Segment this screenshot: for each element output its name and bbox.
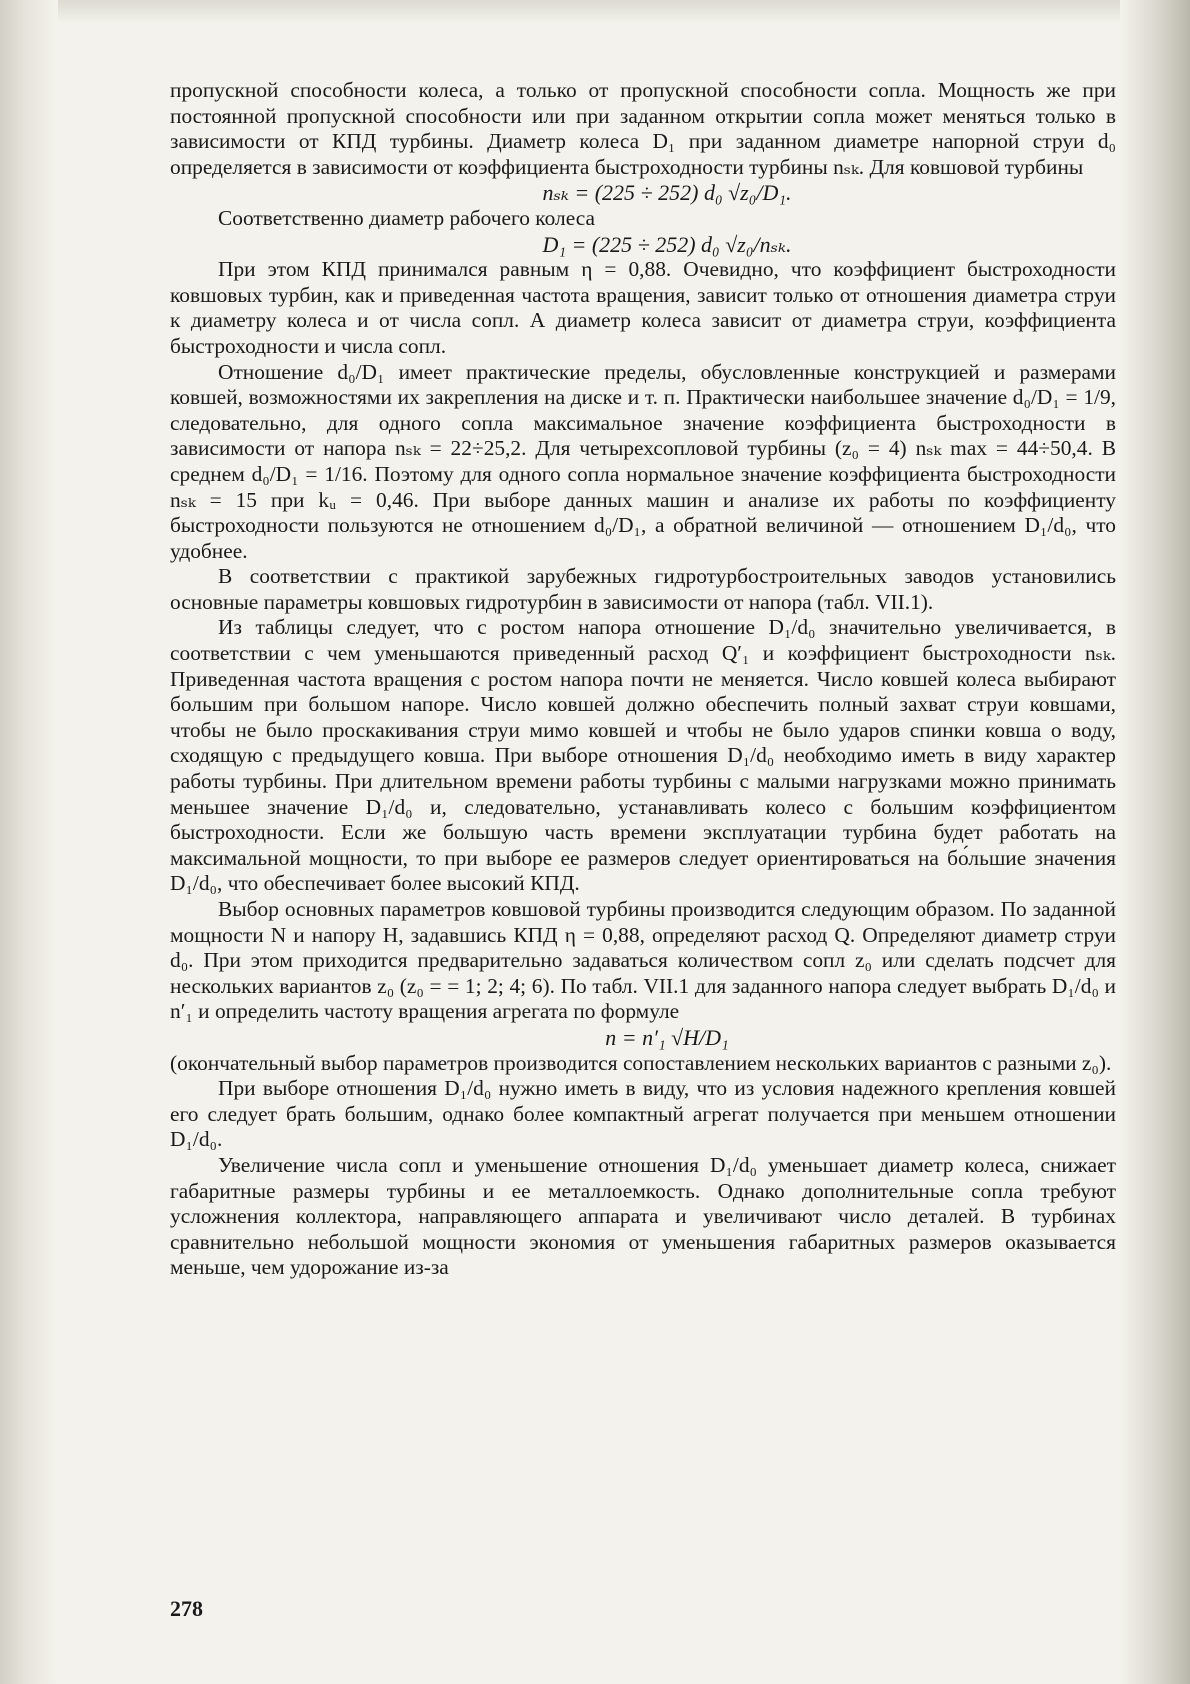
paragraph: Соответственно диаметр рабочего колеса bbox=[218, 205, 595, 230]
formula-nsk: nₛₖ = (225 ÷ 252) d₀ √z₀/D₁. bbox=[542, 180, 792, 206]
paragraph: пропускной способности колеса, а только от пропускной способности сопла. Мощность же при постоянной пропускной способности или при заданном открытии сопла может меняться только в зависимости от КПД турбины. Диаметр колеса D₁ при заданном диаметре напорной струи d₀ определяется в зависимости от коэффициента быстроходности турбины nₛₖ. Для ковшовой турбины bbox=[170, 78, 1116, 179]
scan-top-edge bbox=[0, 0, 1190, 24]
scan-left-edge bbox=[0, 0, 58, 1684]
paragraph: При этом КПД принимался равным η = 0,88. Очевидно, что коэффициент быстроходности ковшовых турбин, как и приведенная частота вращения, зависит только от отношения диаметра струи к диаметру колеса и от числа сопл. А диаметр колеса зависит от диаметра струи, коэффициента быстроходности и числа сопл. bbox=[170, 257, 1116, 358]
paragraph: Выбор основных параметров ковшовой турбины производится следующим образом. По заданной мощности N и напору H, задавшись КПД η = 0,88, определяют расход Q. Определяют диаметр струи d₀. При этом приходится предварительно задаваться количеством сопл z₀ или сделать подсчет для нескольких вариантов z₀ (z₀ = = 1; 2; 4; 6). По табл. VII.1 для заданного напора следует выбрать D₁/d₀ и n′₁ и определить частоту вращения агрегата по формуле bbox=[170, 897, 1116, 1024]
paragraph: Отношение d₀/D₁ имеет практические пределы, обусловленные конструкцией и размерами ковшей, возможностями их закрепления на диске и т. п. Практически наибольшее значение d₀/D₁ = 1/9, следовательно, для одного сопла максимальное значение коэффициента быстроходности в зависимости от напора nₛₖ = 22÷25,2. Для четырехсопловой турбины (z₀ = 4) nₛₖ max = 44÷50,4. В среднем d₀/D₁ = 1/16. Поэтому для одного сопла нормальное значение коэффициента быстроходности nₛₖ = 15 при kᵤ = 0,46. При выборе данных машин и анализе их работы по коэффициенту быстроходности пользуются не отношением d₀/D₁, а обратной величиной — отношением D₁/d₀, что удобнее. bbox=[170, 359, 1116, 563]
paragraph: При выборе отношения D₁/d₀ нужно иметь в виду, что из условия надежного крепления ковшей его следует брать большим, однако более компактный агрегат получается при меньшем отношении D₁/d₀. bbox=[170, 1076, 1116, 1152]
page-body bbox=[170, 78, 1116, 1281]
scan-right-edge bbox=[1120, 0, 1190, 1684]
paragraph: В соответствии с практикой зарубежных гидротурбостроительных заводов установились основные параметры ковшовых гидротурбин в зависимости от напора (табл. VII.1). bbox=[170, 564, 1116, 614]
paragraph: Из таблицы следует, что с ростом напора отношение D₁/d₀ значительно увеличивается, в соответствии с чем уменьшаются приведенный расход Q′₁ и коэффициент быстроходности nₛₖ. Приведенная частота вращения с ростом напора почти не меняется. Число ковшей колеса выбирают большим при большом напоре. Число ковшей должно обеспечить полный захват струи ковшами, чтобы не было проскакивания струи мимо ковшей и чтобы не было ударов спинки ковша о воду, сходящую с предыдущего ковша. При выборе отношения D₁/d₀ необходимо иметь в виду характер работы турбины. При длительном времени работы турбины с малыми нагрузками можно принимать меньшее значение D₁/d₀ и, следовательно, устанавливать колесо с большим коэффициентом быстроходности. Если же большую часть времени эксплуатации турбина будет работать на максимальной мощности, то при выборе ее размеров следует ориентироваться на бо́льшие значения D₁/d₀, что обеспечивает более высокий КПД. bbox=[170, 615, 1116, 896]
formula-n: n = n′₁ √H/D₁ bbox=[605, 1024, 729, 1050]
paragraph: (окончательный выбор параметров производится сопоставлением нескольких вариантов с разными z₀). bbox=[170, 1050, 1112, 1075]
paragraph: Увеличение числа сопл и уменьшение отношения D₁/d₀ уменьшает диаметр колеса, снижает габаритные размеры турбины и ее металлоемкость. Однако дополнительные сопла требуют усложнения коллектора, направляющего аппарата и увеличивают число деталей. В турбинах сравнительно небольшой мощности экономия от уменьшения габаритных размеров оказывается меньше, чем удорожание из-за bbox=[170, 1152, 1116, 1280]
page-number: 278 bbox=[170, 1596, 203, 1621]
formula-d1: D₁ = (225 ÷ 252) d₀ √z₀/nₛₖ. bbox=[542, 231, 792, 257]
